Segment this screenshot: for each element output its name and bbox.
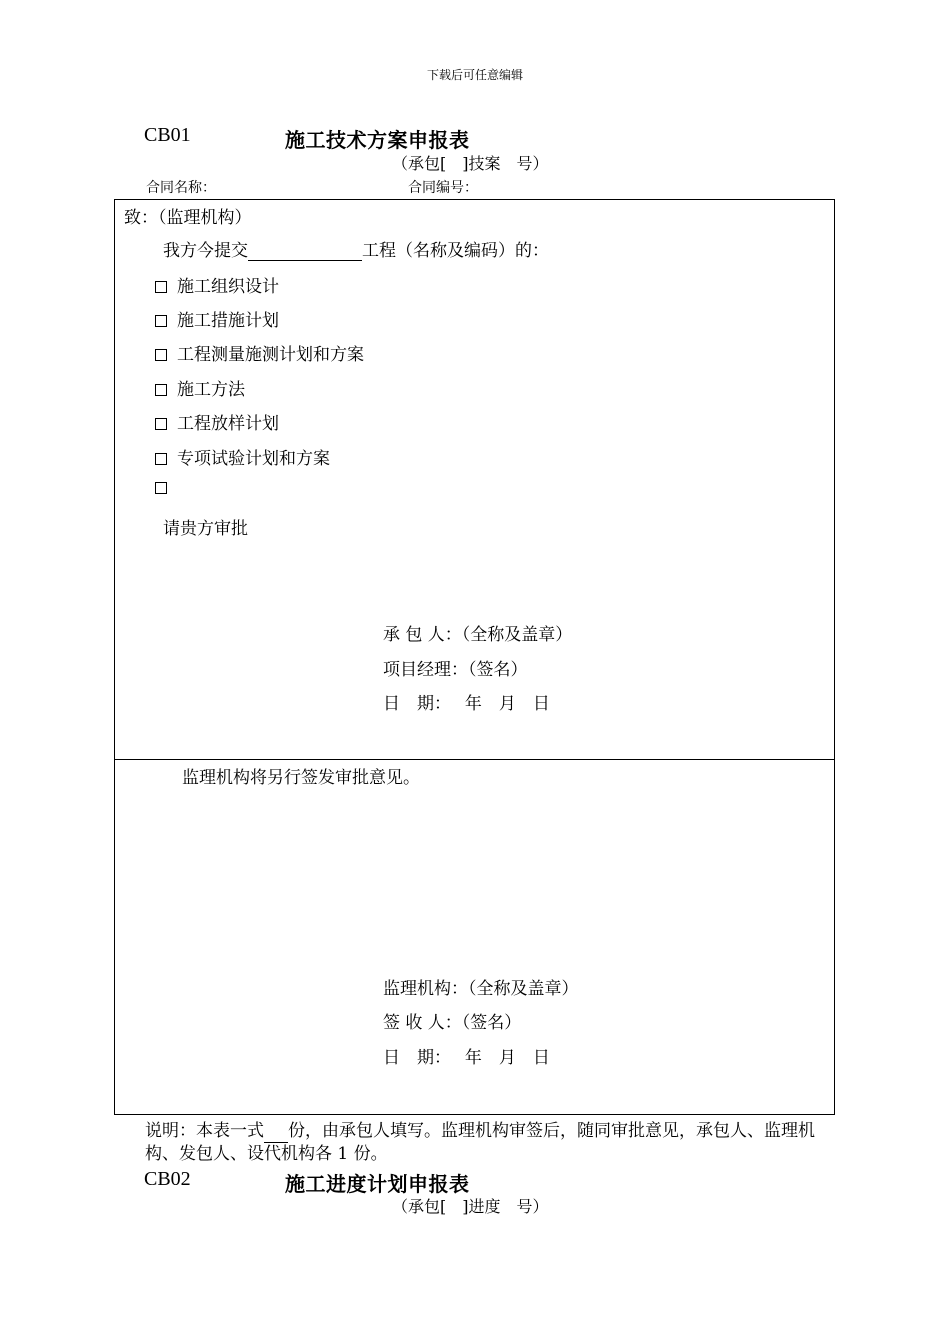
checkbox-icon[interactable] (155, 349, 167, 361)
submission-prefix: 我方今提交 (163, 241, 248, 261)
option-item[interactable] (155, 306, 279, 331)
supervision-statement: 监理机构将另行签发审批意见。 (182, 768, 420, 788)
option-item[interactable] (155, 272, 279, 297)
option-label: 施工组织设计 (177, 277, 279, 297)
submission-line (163, 236, 549, 261)
supervision-org-line: 监理机构：（全称及盖章） (383, 979, 579, 999)
form-note (145, 1120, 815, 1166)
option-label: 施工方法 (177, 380, 245, 400)
submission-suffix: 工程（名称及编码）的： (362, 241, 549, 261)
option-label: 工程测量施测计划和方案 (177, 345, 364, 365)
addressee-line: 致：（监理机构） (124, 208, 252, 228)
option-item[interactable] (155, 478, 177, 498)
option-label: 施工措施计划 (177, 311, 279, 331)
next-form-title: 施工进度计划申报表 (285, 1172, 470, 1196)
checkbox-icon[interactable] (155, 384, 167, 396)
section-divider (115, 759, 834, 760)
form-subtitle: （承包[ ]技案 号） (392, 154, 549, 173)
checkbox-icon[interactable] (155, 315, 167, 327)
checkbox-icon[interactable] (155, 453, 167, 465)
next-form-subtitle: （承包[ ]进度 号） (392, 1197, 549, 1216)
note-suffix: 份，由承包人填写。监理机构审签后，随同审批意见，承包人、监理机构、发包人、设代机构各 1 份。 (145, 1121, 815, 1164)
option-label: 专项试验计划和方案 (177, 449, 330, 469)
project-name-blank[interactable] (248, 242, 362, 261)
option-label: 工程放样计划 (177, 414, 279, 434)
next-form-code: CB02 (144, 1168, 191, 1190)
checkbox-icon[interactable] (155, 482, 167, 494)
checkbox-icon[interactable] (155, 281, 167, 293)
option-item[interactable] (155, 340, 364, 365)
project-manager-line: 项目经理：（签名） (383, 660, 528, 680)
checkbox-icon[interactable] (155, 418, 167, 430)
contractor-date-line: 日 期： 年 月 日 (383, 694, 550, 714)
contract-number-label: 合同编号： (408, 180, 478, 196)
receiver-line: 签 收 人：（签名） (383, 1013, 522, 1033)
request-approval-text: 请贵方审批 (163, 519, 248, 539)
page-header-note: 下载后可任意编辑 (426, 68, 523, 82)
form-title: 施工技术方案申报表 (285, 128, 470, 152)
copies-blank[interactable] (264, 1124, 288, 1143)
option-item[interactable] (155, 444, 330, 469)
note-prefix: 说明：本表一式 (145, 1121, 264, 1141)
form-table (114, 199, 835, 1115)
supervisor-date-line: 日 期： 年 月 日 (383, 1048, 550, 1068)
contractor-line: 承 包 人：（全称及盖章） (383, 625, 573, 645)
option-item[interactable] (155, 375, 245, 400)
form-code: CB01 (144, 124, 191, 146)
option-item[interactable] (155, 409, 279, 434)
contract-name-label: 合同名称： (146, 180, 216, 196)
